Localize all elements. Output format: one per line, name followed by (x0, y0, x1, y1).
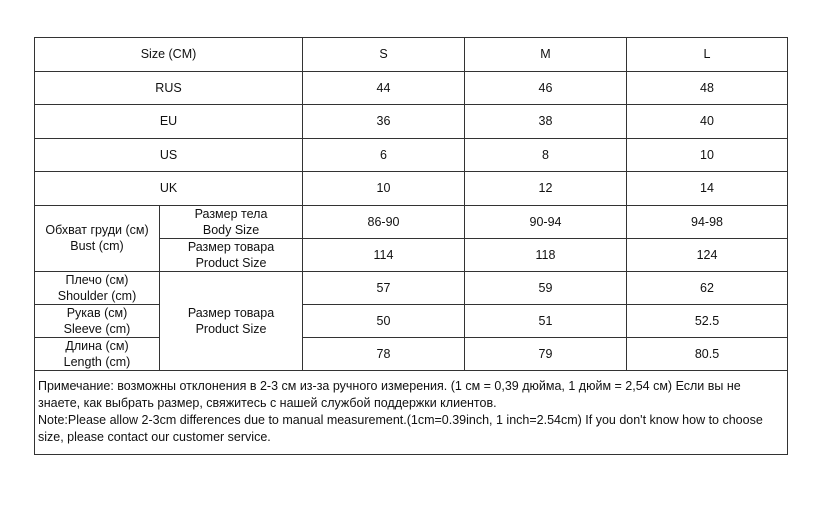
cell-value: 44 (303, 71, 465, 105)
table-header-row (35, 38, 788, 72)
row-label-en: Sleeve (cm) (63, 321, 131, 336)
cell-value: 10 (303, 172, 465, 206)
cell-value: 50 (303, 304, 465, 337)
table-row-note (35, 370, 788, 454)
row-label: RUS (35, 71, 303, 105)
table-row-length (35, 337, 788, 370)
note-cell (35, 370, 788, 454)
sleeve-label-cell (35, 304, 160, 337)
cell-value: 14 (627, 172, 788, 206)
cell-value: 86-90 (303, 205, 465, 238)
cell-value: 46 (465, 71, 627, 105)
body-size-cell (160, 205, 303, 238)
note-text-ru: Примечание: возможны отклонения в 2-3 см из-за ручного измерения. (1 см = 0,39 дюйма, 1 дюйм = 2,54 см) Если вы не знаете, как выбрать размер, свяжитесь с нашей службой поддержки клиентов. (38, 378, 741, 410)
row-label-ru: Длина (см) (65, 338, 129, 353)
bust-label-en: Bust (cm) (70, 239, 124, 253)
cell-value: 90-94 (465, 205, 627, 238)
cell-value: 94-98 (627, 205, 788, 238)
row-label-ru: Рукав (см) (66, 305, 128, 320)
cell-value: 59 (465, 271, 627, 304)
sub-label-en: Product Size (195, 321, 267, 336)
cell-value: 8 (465, 138, 627, 172)
sub-label-ru: Размер тела (194, 206, 268, 221)
product-size-group-cell (160, 271, 303, 370)
cell-value: 51 (465, 304, 627, 337)
cell-value: 57 (303, 271, 465, 304)
shoulder-label-cell (35, 271, 160, 304)
cell-value: 124 (627, 238, 788, 271)
header-size-s: S (303, 38, 465, 72)
header-label-cell: Size (CM) (35, 38, 303, 72)
cell-value: 114 (303, 238, 465, 271)
table-row-shoulder (35, 271, 788, 304)
sub-label-ru: Размер товара (187, 305, 275, 320)
length-label-cell (35, 337, 160, 370)
cell-value: 52.5 (627, 304, 788, 337)
cell-value: 36 (303, 105, 465, 139)
cell-value: 38 (465, 105, 627, 139)
cell-value: 10 (627, 138, 788, 172)
table-row-rus (35, 71, 788, 105)
bust-label-cell (35, 205, 160, 271)
table-row-sleeve (35, 304, 788, 337)
row-label-ru: Плечо (см) (65, 272, 129, 287)
row-label: UK (35, 172, 303, 206)
table-row-eu (35, 105, 788, 139)
row-label-en: Length (cm) (63, 354, 131, 369)
cell-value: 6 (303, 138, 465, 172)
size-chart-table (34, 37, 788, 455)
bust-label-ru: Обхват груди (см) (45, 223, 149, 237)
cell-value: 62 (627, 271, 788, 304)
cell-value: 78 (303, 337, 465, 370)
header-size-l: L (627, 38, 788, 72)
product-size-cell (160, 238, 303, 271)
table-row-us (35, 138, 788, 172)
header-size-m: M (465, 38, 627, 72)
table-row-bust-body (35, 205, 788, 238)
table-row-uk (35, 172, 788, 206)
row-label: US (35, 138, 303, 172)
cell-value: 48 (627, 71, 788, 105)
sub-label-en: Body Size (202, 222, 260, 237)
row-label: EU (35, 105, 303, 139)
row-label-en: Shoulder (cm) (57, 288, 137, 303)
cell-value: 118 (465, 238, 627, 271)
cell-value: 12 (465, 172, 627, 206)
cell-value: 79 (465, 337, 627, 370)
sub-label-ru: Размер товара (187, 239, 275, 254)
cell-value: 40 (627, 105, 788, 139)
note-text-en: Note:Please allow 2-3cm differences due to manual measurement.(1cm=0.39inch, 1 inch=2.54cm) If you don't know how to choose size, please contact our customer service. (38, 412, 763, 444)
sub-label-en: Product Size (195, 255, 267, 270)
cell-value: 80.5 (627, 337, 788, 370)
